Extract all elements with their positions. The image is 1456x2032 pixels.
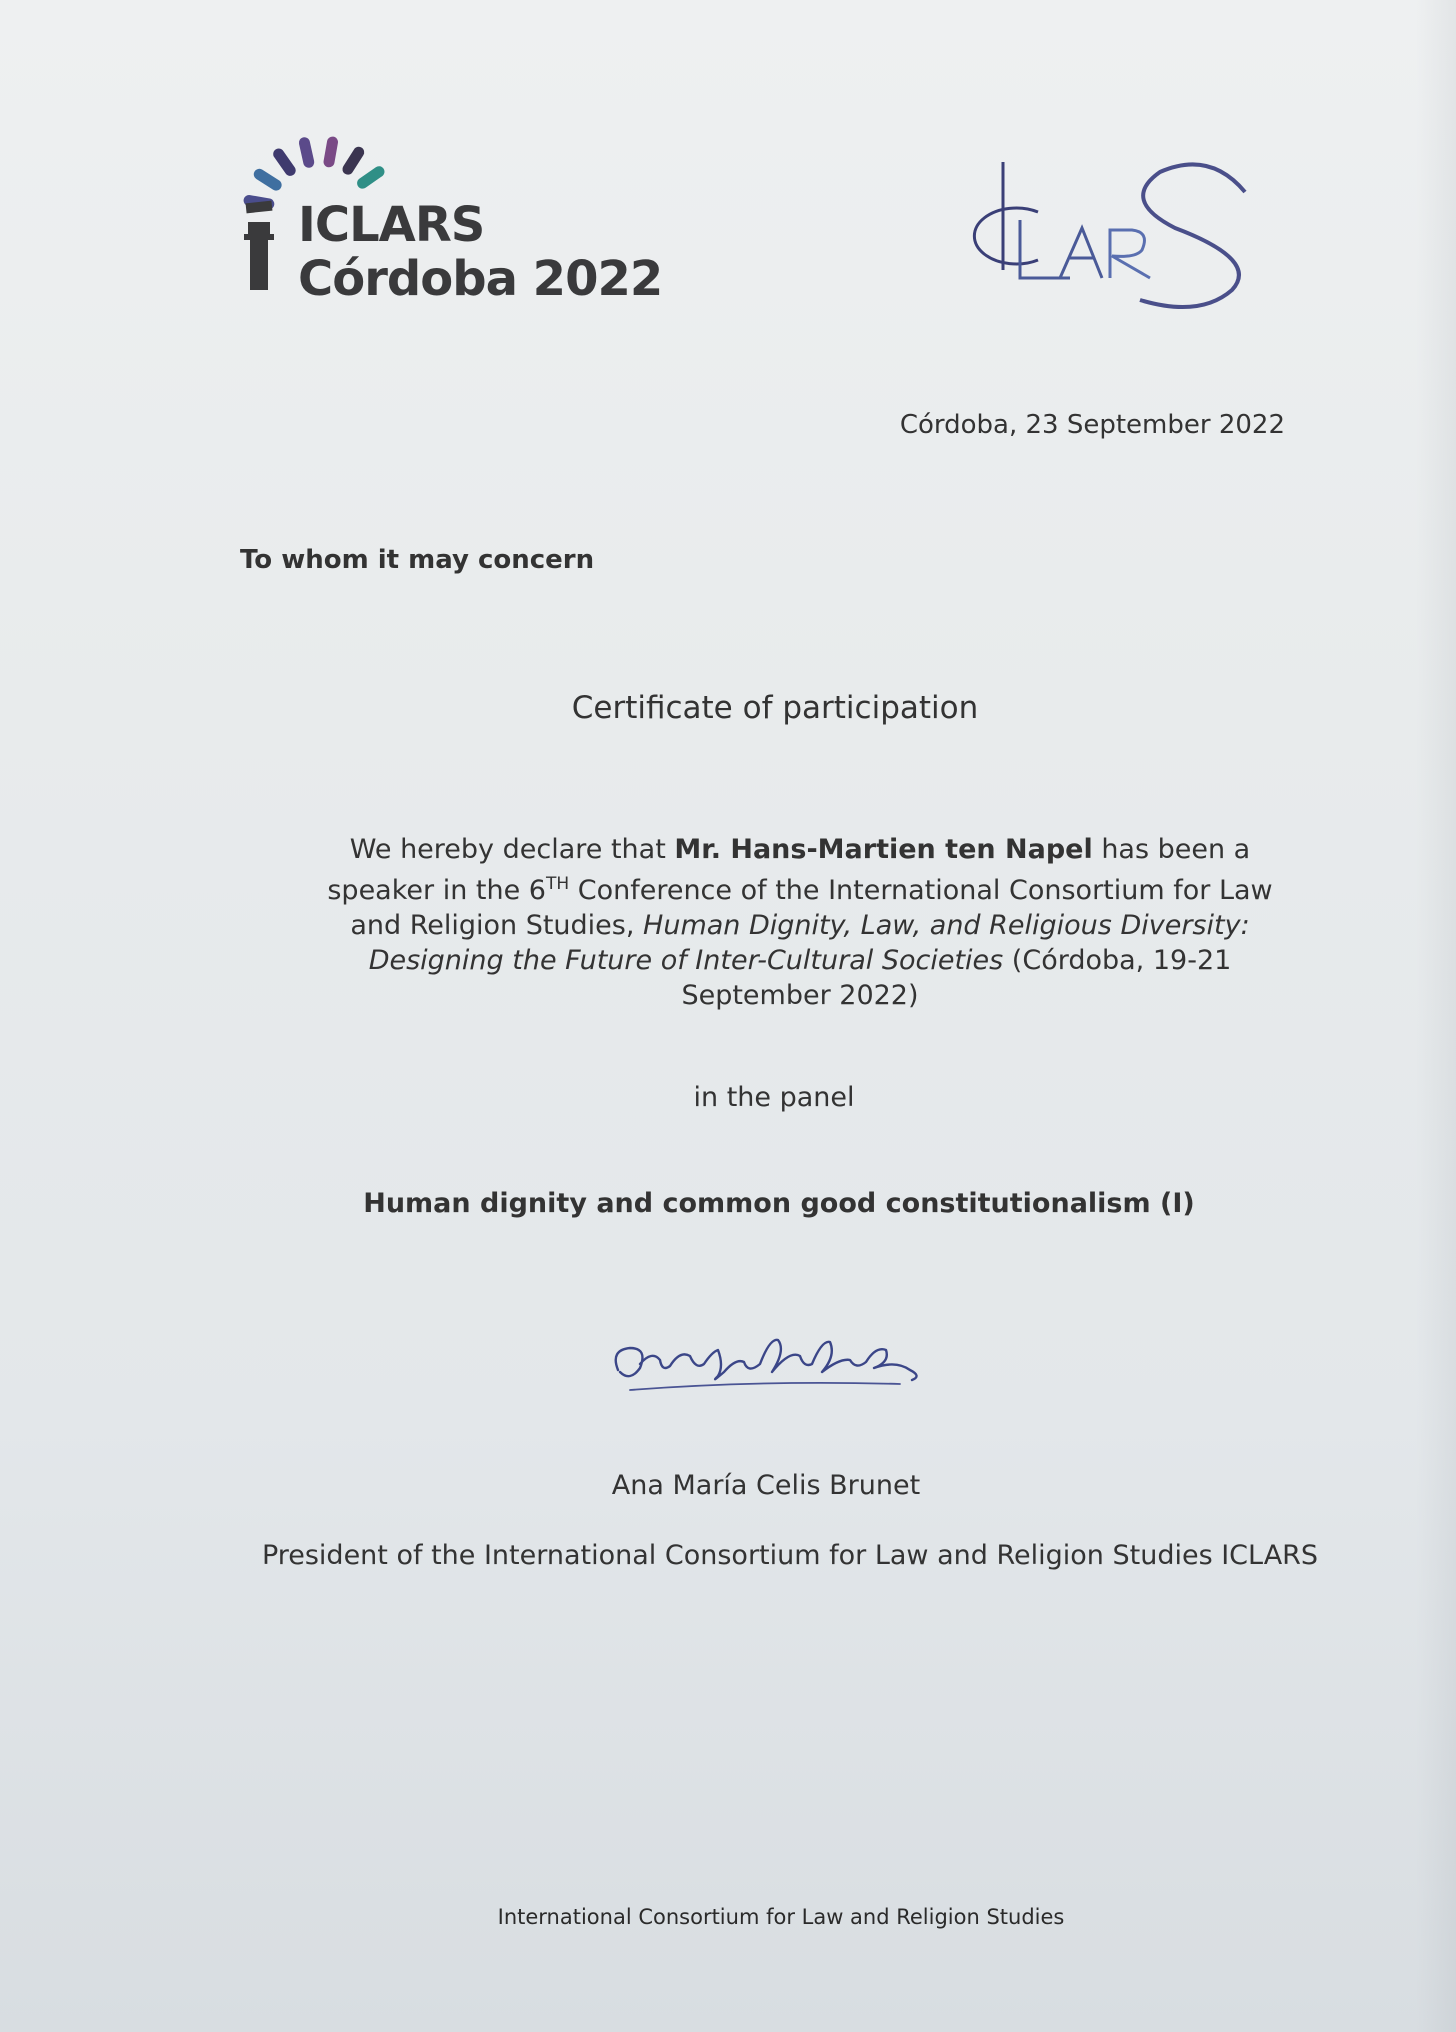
panel-name: Human dignity and common good constitutionalism (I)	[363, 1188, 1195, 1219]
footer-organization: International Consortium for Law and Religion Studies	[497, 1905, 1065, 1929]
logo-line-cordoba: Córdoba 2022	[298, 251, 663, 307]
logo-arc-tick	[348, 152, 359, 169]
logo-arc-tick	[259, 174, 276, 185]
signer-role: President of the International Consortium for Law and Religion Studies ICLARS	[261, 1540, 1319, 1571]
conference-title: Human Dignity, Law, and Religious Diversity: Designing the Future of Inter-Cultural Societies	[368, 910, 1250, 976]
salutation: To whom it may concern	[240, 545, 595, 575]
certificate-title: Certificate of participation	[571, 690, 979, 726]
body-lead: We hereby declare that	[349, 834, 675, 865]
body-after-ordinal: Conference of the International Consortium for Law and Religion Studies,	[350, 875, 1273, 941]
logo-wordmark	[298, 198, 662, 306]
logo-arc-tick	[304, 143, 308, 163]
logo-arc-tick	[329, 142, 332, 162]
iclars-monogram-logo	[960, 150, 1290, 320]
signer-name: Ana María Celis Brunet	[611, 1470, 921, 1501]
iclars-cordoba-logo	[240, 118, 680, 308]
body-after-name: has been a speaker in the 6	[327, 834, 1251, 906]
handwritten-signature-icon	[600, 1310, 940, 1420]
participant-name: Mr. Hans-Martien ten Napel	[674, 834, 1093, 865]
logo-line-iclars: ICLARS	[298, 197, 485, 253]
logo-arc-tick	[363, 172, 379, 183]
letter-date: Córdoba, 23 September 2022	[899, 410, 1285, 440]
body-closing: (Córdoba, 19-21 September 2022)	[681, 945, 1232, 1011]
panel-intro: in the panel	[693, 1082, 855, 1113]
certificate-body	[300, 832, 1300, 1013]
signature	[600, 1310, 940, 1420]
iclars-monogram-logo-icon	[960, 150, 1290, 320]
ordinal-suffix: TH	[545, 874, 570, 894]
logo-arc-tick	[279, 154, 290, 170]
